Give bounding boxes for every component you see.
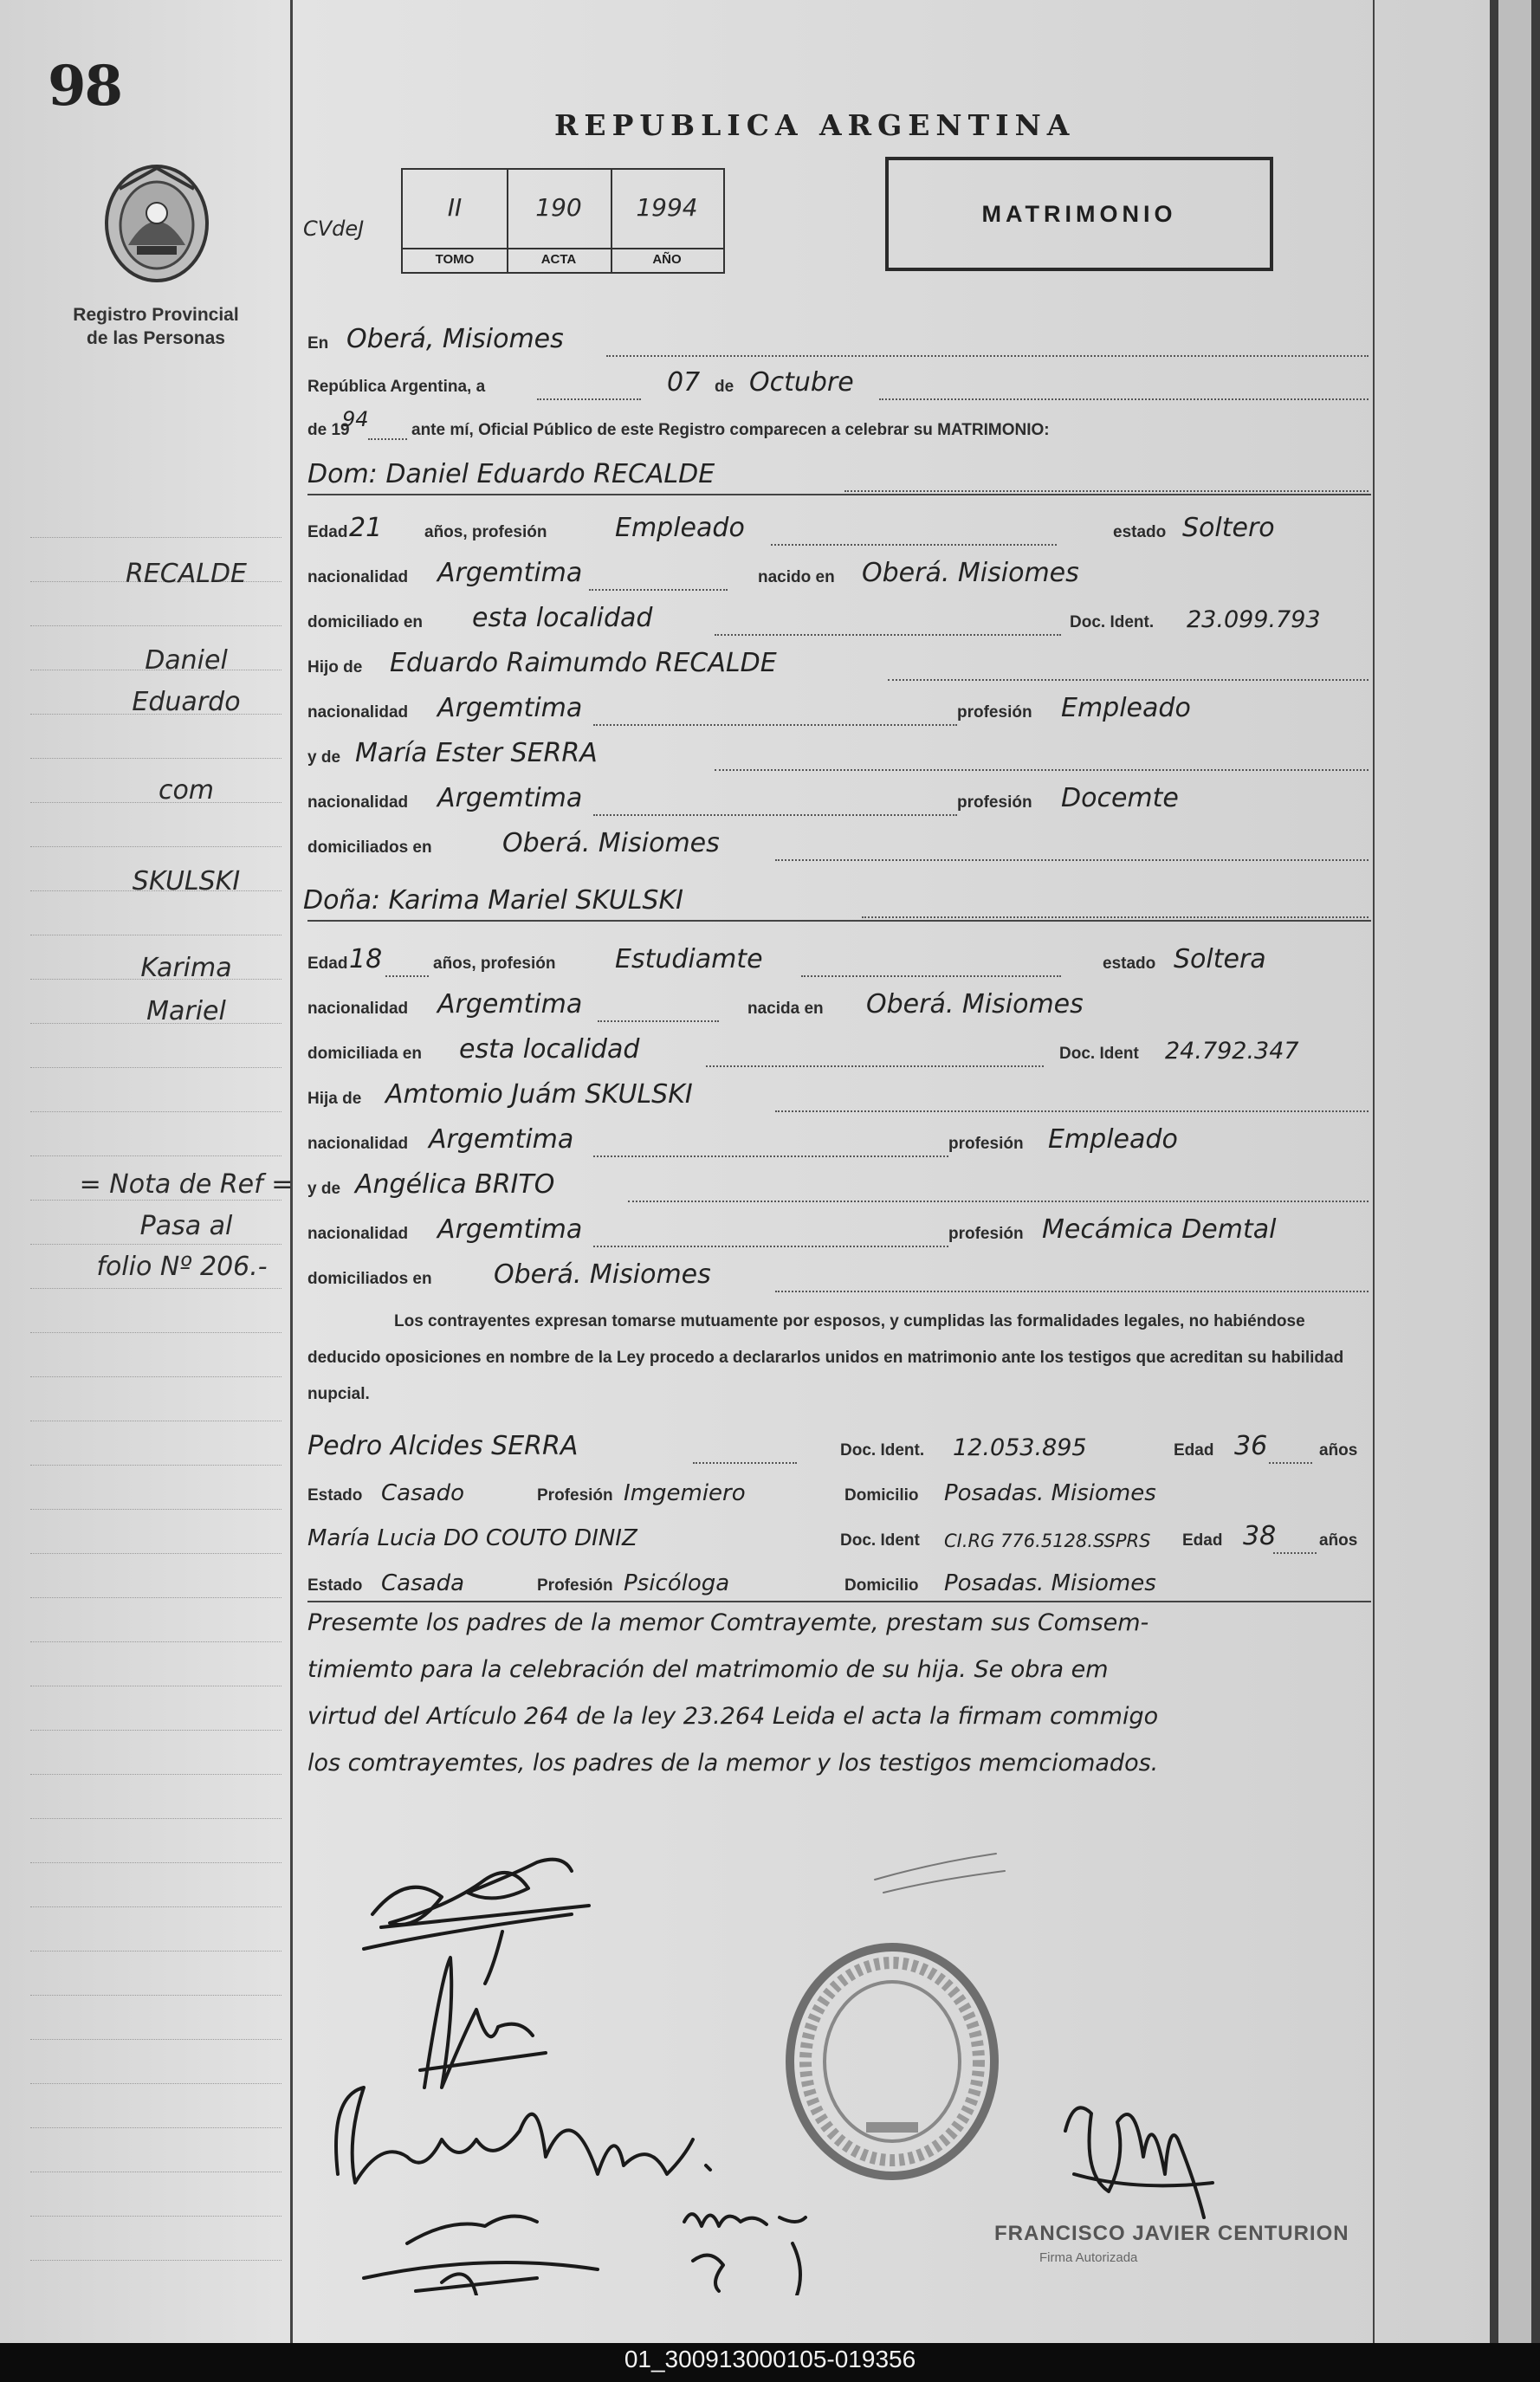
signature-4 <box>364 2217 598 2295</box>
observation-line-1: Presemte los padres de la memor Comtrayemte, prestam sus Comsem- <box>307 1609 1149 1636</box>
witness1-line2: Estado Casado Profesión Imgemiero Domicilio Posadas. Misiomes <box>307 1466 1369 1509</box>
year-value: 94 <box>342 407 369 431</box>
reference-box <box>401 168 725 274</box>
margin-ruled-line <box>30 1067 281 1068</box>
margin-ruled-line <box>30 1906 281 1907</box>
tomo-label: TOMO <box>403 248 507 272</box>
country-heading: REPUBLICA ARGENTINA <box>554 108 1076 142</box>
witness1-line1: Pedro Alcides SERRA Doc. Ident. 12.053.895 Edad 36 años <box>307 1421 1369 1464</box>
margin-ruled-line <box>30 846 281 847</box>
groom-age: 21 <box>349 513 383 543</box>
groom-nationality: Argemtima <box>437 558 583 588</box>
ano-value: 1994 <box>636 193 698 222</box>
bride-parents-domicile-line: domiciliados en Oberá. Misiomes <box>307 1249 1369 1292</box>
witness2-name: María Lucia DO COUTO DINIZ <box>307 1525 637 1551</box>
margin-ruled-line <box>30 1774 281 1775</box>
margin-given-bride-1: Karima <box>140 953 232 983</box>
signature-3 <box>336 2087 710 2183</box>
acta-value: 190 <box>535 193 582 222</box>
margin-conjunction: com <box>158 775 215 806</box>
tomo-value: II <box>447 193 463 222</box>
margin-ruled-line <box>30 1818 281 1819</box>
margin-ruled-line <box>30 2039 281 2040</box>
margin-given-groom-2: Eduardo <box>132 687 241 717</box>
groom-status: Soltero <box>1182 513 1275 543</box>
margin-note-line3: folio Nº 206.- <box>96 1252 268 1282</box>
margin-ruled-line <box>30 2260 281 2261</box>
margin-ruled-line <box>30 625 281 626</box>
officer-signature <box>1065 2107 1213 2217</box>
groom-domicile-line: domiciliado en esta localidad Doc. Ident. 23.099.793 <box>307 592 1369 636</box>
month-value: Octubre <box>749 367 854 398</box>
bride-doc: 24.792.347 <box>1165 1038 1299 1065</box>
groom-mother: María Ester SERRA <box>355 738 598 768</box>
groom-name-line <box>307 449 1369 492</box>
witness1-domicile: Posadas. Misiomes <box>944 1480 1156 1506</box>
signature-1 <box>364 1860 589 1949</box>
margin-ruled-line <box>30 758 281 759</box>
witness2-line2: Estado Casada Profesión Psicóloga Domicilio Posadas. Misiomes <box>307 1556 1369 1599</box>
margin-ruled-line <box>30 1332 281 1333</box>
bride-birthplace: Oberá. Misiomes <box>866 989 1084 1019</box>
groom-father: Eduardo Raimumdo RECALDE <box>390 648 777 678</box>
margin-ruled-line <box>30 1288 281 1289</box>
margin-ruled-line <box>30 2127 281 2128</box>
groom-age-line: Edad 21 años, profesión Empleado estado Soltero <box>307 502 1369 546</box>
margin-surname-bride: SKULSKI <box>132 866 241 896</box>
bride-mother-line: y de Angélica BRITO <box>307 1159 1369 1202</box>
margin-note-line1: = Nota de Ref = <box>79 1169 294 1200</box>
bride-name-line <box>303 875 1369 918</box>
witness2-age: 38 <box>1243 1521 1277 1551</box>
bride-status: Soltera <box>1174 944 1266 974</box>
bride-age: 18 <box>349 944 383 974</box>
bride-mother: Angélica BRITO <box>355 1169 555 1200</box>
margin-ruled-line <box>30 1111 281 1112</box>
witness2-line1: María Lucia DO COUTO DINIZ Doc. Ident CI.RG 776.5128.SSPRS Edad 38 años <box>307 1511 1369 1554</box>
margin-ruled-line <box>30 1155 281 1156</box>
margin-ruled-line <box>30 1376 281 1377</box>
reference-prefix: CVdeJ <box>303 217 365 241</box>
groom-domicile: esta localidad <box>472 603 653 633</box>
officer-name: FRANCISCO JAVIER CENTURION <box>994 2222 1349 2245</box>
observation-line-2: timiemto para la celebración del matrimomio de su hija. Se obra em <box>307 1656 1109 1683</box>
witness2-doc: CI.RG 776.5128.SSPRS <box>944 1531 1151 1551</box>
bride-mother-nat-line: nacionalidad Argemtima profesión Mecámica Demtal <box>307 1204 1369 1247</box>
bride-profession: Estudiamte <box>615 944 763 974</box>
margin-ruled-line <box>30 2083 281 2084</box>
margin-ruled-line <box>30 537 281 538</box>
groom-mother-line: y de María Ester SERRA <box>307 728 1369 771</box>
record-type-label: MATRIMONIO <box>981 200 1177 227</box>
margin-ruled-line <box>30 1995 281 1996</box>
groom-doc: 23.099.793 <box>1187 606 1321 633</box>
file-label: 01_300913000105-019356 <box>624 2346 916 2372</box>
margin-given-groom-1: Daniel <box>145 645 228 676</box>
margin-ruled-line <box>30 1641 281 1642</box>
witness2-domicile: Posadas. Misiomes <box>944 1570 1156 1596</box>
bride-age-line: Edad 18 años, profesión Estudiamte estado Soltera <box>307 934 1369 977</box>
margin-ruled-line <box>30 2216 281 2217</box>
signature-2 <box>420 1958 546 2087</box>
margin-ruled-line <box>30 1244 281 1245</box>
margin-ruled-line <box>30 1951 281 1952</box>
record-type-box <box>885 157 1273 271</box>
bride-name: Doña: Karima Mariel SKULSKI <box>303 885 683 916</box>
groom-mother-nat-line: nacionalidad Argemtima profesión Docemte <box>307 773 1369 816</box>
bride-nationality-line: nacionalidad Argemtima nacida en Oberá. Misiomes <box>307 979 1369 1022</box>
bride-father-line: Hija de Amtomio Juám SKULSKI <box>307 1069 1369 1112</box>
margin-ruled-line <box>30 1862 281 1863</box>
observation-line-4: los comtrayemtes, los padres de la memor y los testigos memciomados. <box>307 1750 1159 1777</box>
groom-nationality-line: nacionalidad Argemtima nacido en Oberá. Misiomes <box>307 547 1369 591</box>
bride-father-nat-line: nacionalidad Argemtima profesión Empleado <box>307 1114 1369 1157</box>
day-value: 07 <box>667 367 701 398</box>
registry-title: Registro Provincial de las Personas <box>73 305 239 348</box>
place-value: Oberá, Misiomes <box>346 324 564 354</box>
witness2-status: Casada <box>381 1570 465 1596</box>
signature-5 <box>684 2214 806 2295</box>
groom-name: Dom: Daniel Eduardo RECALDE <box>307 459 715 489</box>
page-number: 98 <box>48 54 122 119</box>
bride-father: Amtomio Juám SKULSKI <box>385 1079 693 1110</box>
margin-ruled-line <box>30 1553 281 1554</box>
officer-title: Firma Autorizada <box>1039 2250 1138 2265</box>
witness1-status: Casado <box>381 1480 464 1506</box>
official-stamp <box>784 1940 1000 2183</box>
province-seal-icon <box>102 163 211 284</box>
margin-surname-groom: RECALDE <box>125 559 248 589</box>
groom-birthplace: Oberá. Misiomes <box>862 558 1079 588</box>
margin-ruled-line <box>30 1465 281 1466</box>
groom-father-nat-line: nacionalidad Argemtima profesión Empleado <box>307 683 1369 726</box>
margin-ruled-line <box>30 1509 281 1510</box>
margin-ruled-line <box>30 1730 281 1731</box>
ano-label: AÑO <box>611 248 723 272</box>
declaration-text: Los contrayentes expresan tomarse mutuamente por esposos, y cumplidas las formalidades legales, no habiéndose deducido oposiciones en nombre de la Ley procedo a declararlos unidos en matrimonio ante los testigos que acreditan su habilidad nupcial. <box>307 1312 1344 1403</box>
bride-domicile-line: domiciliada en esta localidad Doc. Ident 24.792.347 <box>307 1024 1369 1067</box>
statement-line: de 19 94 ante mí, Oficial Público de este Registro comparecen a celebrar su MATRIMONIO: <box>307 400 1369 443</box>
date-line: República Argentina, a 07 de Octubre <box>307 357 1369 400</box>
groom-father-line: Hijo de Eduardo Raimumdo RECALDE <box>307 638 1369 681</box>
bride-domicile: esta localidad <box>459 1034 640 1065</box>
margin-note-line2: Pasa al <box>139 1211 233 1241</box>
groom-profession: Empleado <box>615 513 745 543</box>
margin-given-bride-2: Mariel <box>146 996 226 1026</box>
place-line: En Oberá, Misiomes <box>307 314 1369 357</box>
page-edge <box>1490 0 1540 2343</box>
observation-line-3: virtud del Artículo 264 de la ley 23.264 Leida el acta la firmam commigo <box>307 1703 1159 1730</box>
margin-ruled-line <box>30 1200 281 1201</box>
bride-nationality: Argemtima <box>437 989 583 1019</box>
acta-label: ACTA <box>507 248 611 272</box>
witness1-profession: Imgemiero <box>624 1480 746 1506</box>
witness1-age: 36 <box>1234 1431 1268 1461</box>
witness1-name: Pedro Alcides SERRA <box>307 1431 579 1461</box>
witness2-profession: Psicóloga <box>624 1570 730 1596</box>
groom-parents-domicile-line: domiciliados en Oberá. Misiomes <box>307 818 1369 861</box>
witness1-doc: 12.053.895 <box>953 1434 1087 1461</box>
margin-ruled-line <box>30 1597 281 1598</box>
